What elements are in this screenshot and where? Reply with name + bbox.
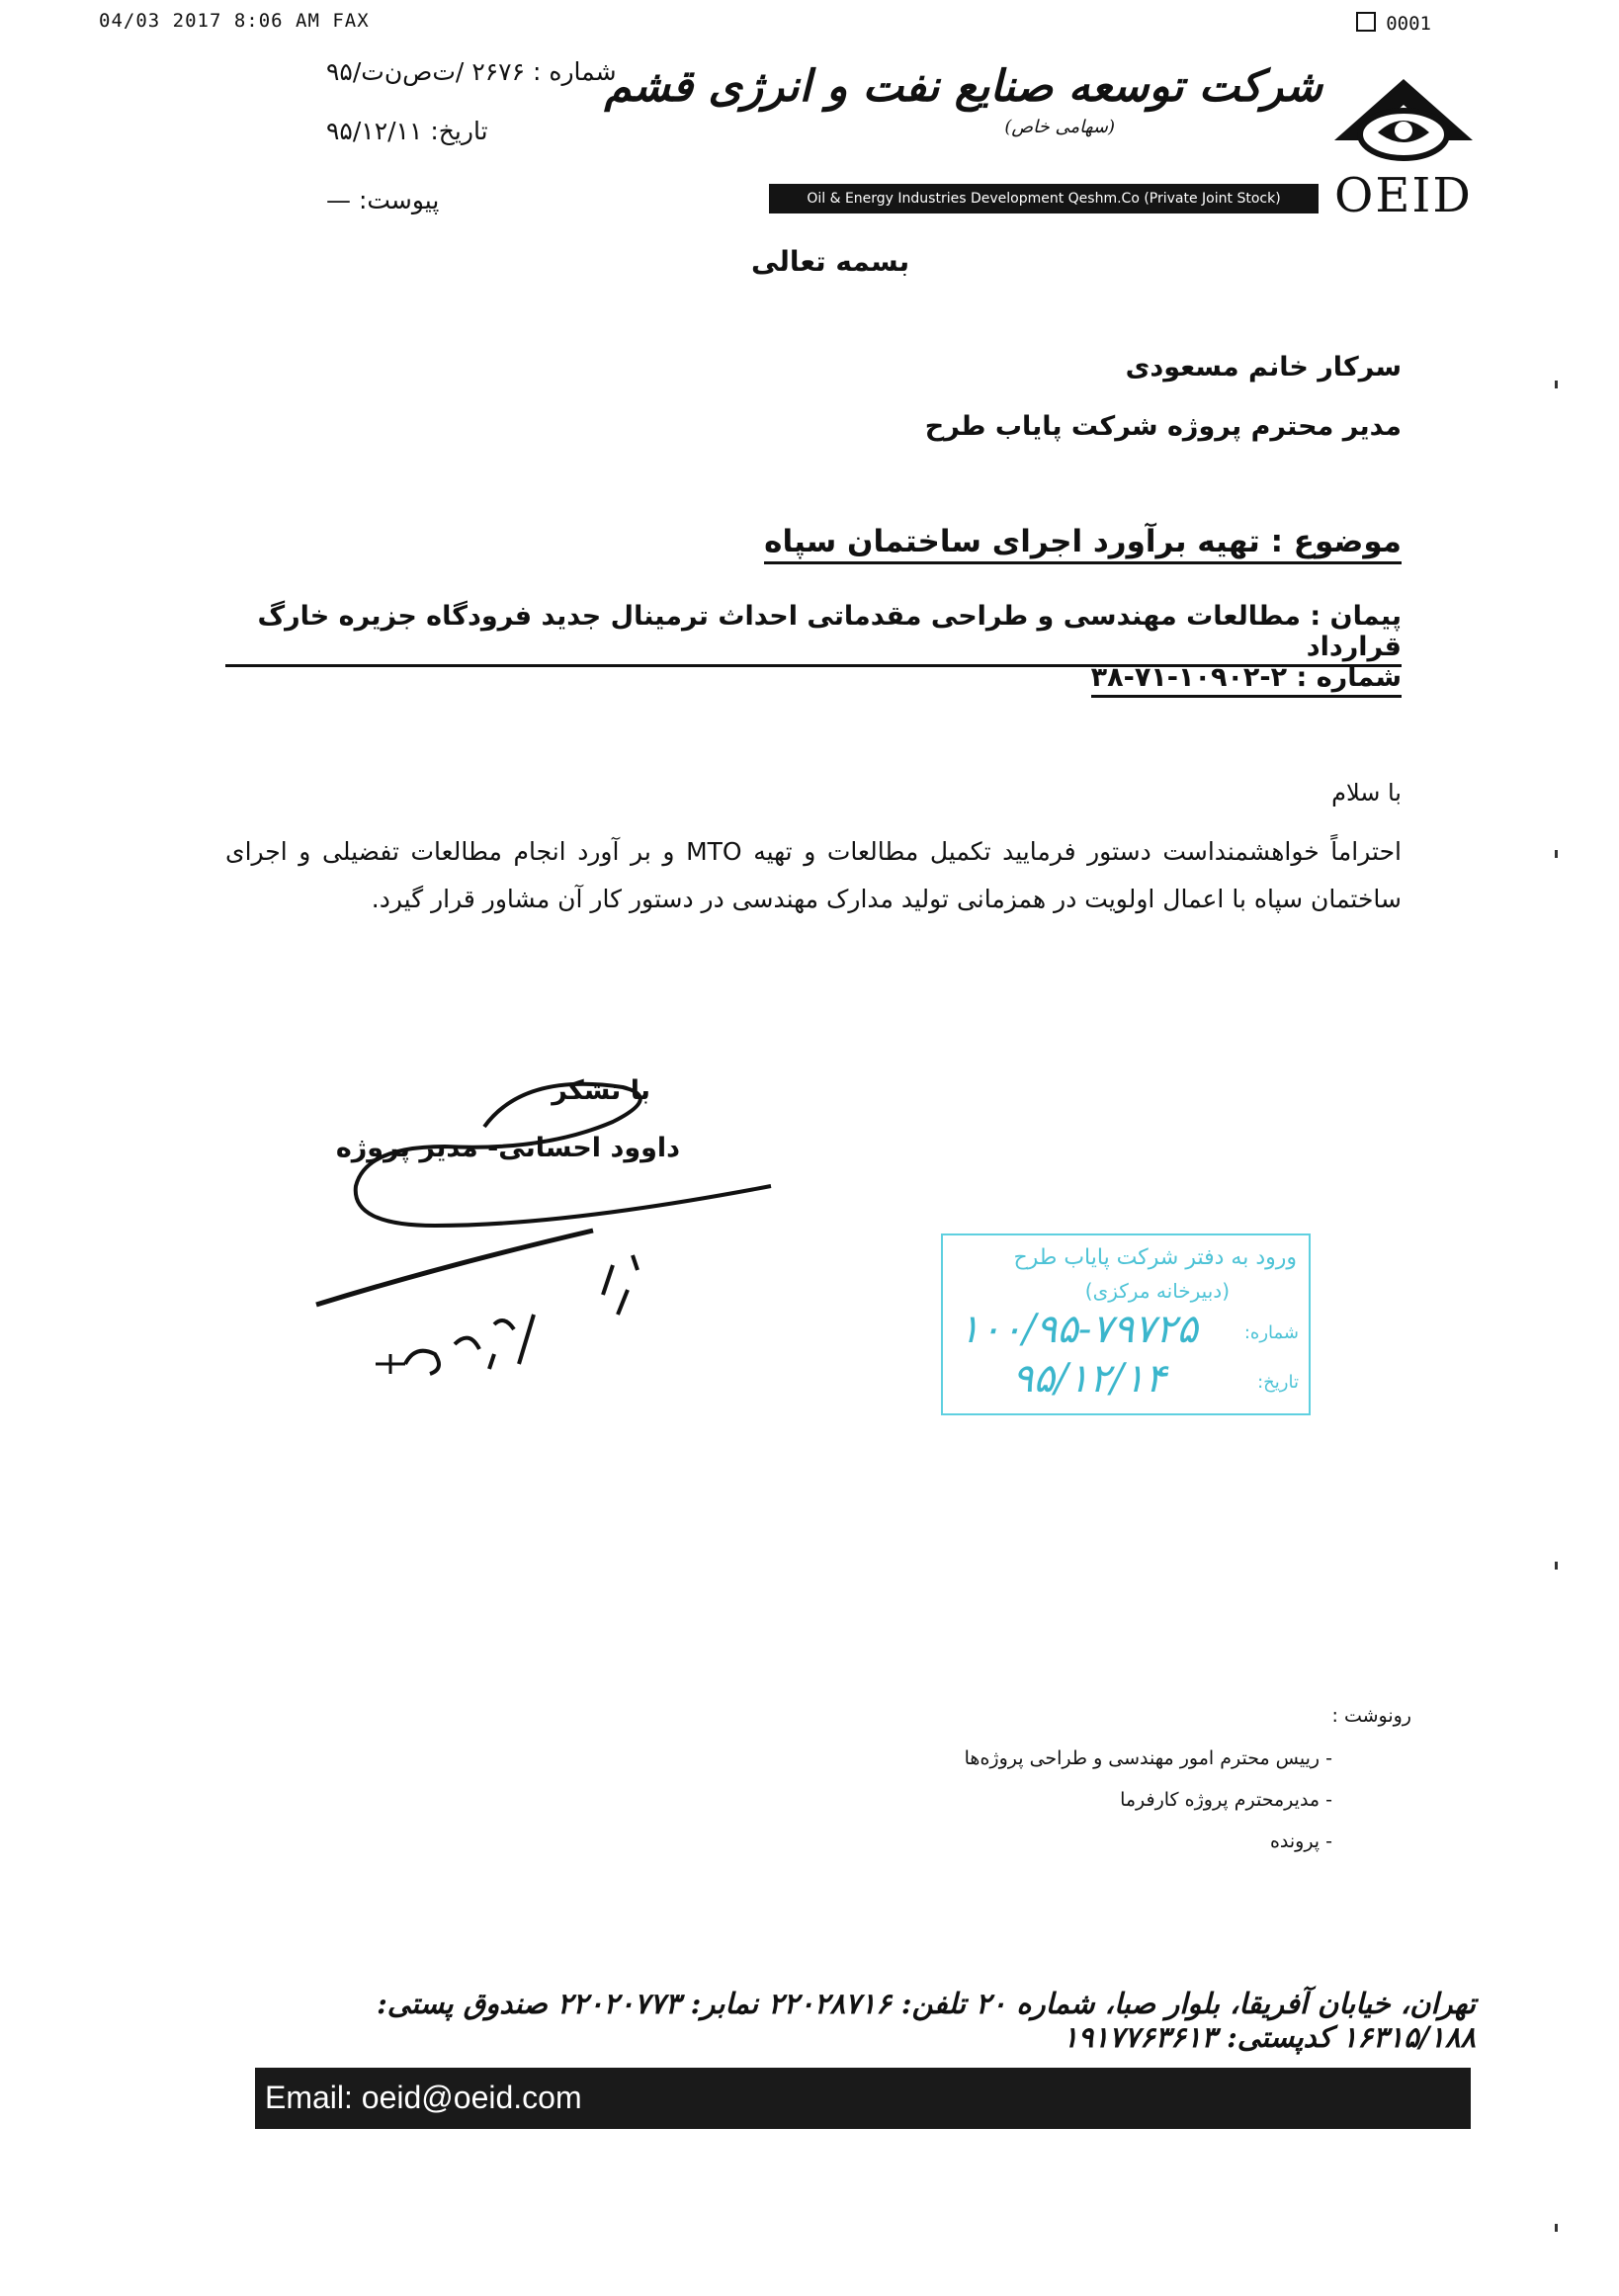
letter-attachment: پیوست: — — [326, 186, 440, 214]
footer-address: تهران، خیابان آفریقا، بلوار صبا، شماره ۲۰ تلفن: ۲۲۰۲۸۷۱۶ نمابر: ۲۲۰۲۰۷۷۳ صندوق پستی: ۱۶۳۱۵/۱۸۸ کدپستی: ۱۹۱۷۷۶۳۶۱۳ — [377, 1987, 1476, 2054]
signer-name: داوود احسانی- مدیر پروژه — [335, 1133, 680, 1163]
margin-mark — [1555, 2224, 1558, 2232]
recipient-title: مدیر محترم پروژه شرکت پایاب طرح — [924, 411, 1402, 442]
cc-item: - پرونده — [1269, 1830, 1332, 1852]
received-stamp — [941, 1233, 1311, 1415]
logo-text: OEID — [1334, 168, 1473, 223]
fax-box-icon — [1356, 12, 1376, 32]
closing: با تشکر — [552, 1075, 650, 1106]
margin-mark — [1555, 1562, 1558, 1570]
fax-page-value: 0001 — [1386, 13, 1431, 35]
company-name-en: Oil & Energy Industries Development Qeshm.Co (Private Joint Stock) — [769, 184, 1319, 213]
company-name-fa: شرکت توسعه صنایع نفت و انرژی قشم — [604, 61, 1322, 112]
letter-body: احتراماً خواهشمنداست دستور فرمایید تکمیل مطالعات و تهیه MTO و بر آورد انجام مطالعات تفضیلی و اجرای ساختمان سپاه با اعمال اولویت در همزمانی تولید مدارک مهندسی در دستور کار آن مشاور قرار گیرد. — [225, 837, 1402, 913]
cc-item: - رییس محترم امور مهندسی و طراحی پروژه‌ها — [964, 1747, 1332, 1769]
signature-icon — [297, 1067, 810, 1394]
stamp-date-label: تاریخ: — [1257, 1372, 1299, 1393]
company-type-fa: (سهامی خاص) — [1004, 117, 1115, 137]
fax-header-timestamp: 04/03 2017 8:06 AM FAX — [99, 10, 370, 32]
cc-item: - مدیرمحترم پروژه کارفرما — [1120, 1789, 1332, 1811]
greeting: با سلام — [1331, 779, 1402, 807]
contract-number: شماره : ۲-۱۰۹۰۲-۷۱-۳۸ — [1091, 662, 1402, 698]
stamp-number-label: شماره: — [1243, 1322, 1299, 1343]
salutation-head: بسمه تعالی — [751, 245, 910, 278]
margin-mark — [1555, 850, 1558, 858]
stamp-line1: ورود به دفتر شرکت پایاب طرح — [1013, 1245, 1297, 1270]
margin-mark — [1555, 381, 1558, 388]
stamp-date-value: ۹۵/۱۲/۱۴ — [1012, 1356, 1166, 1402]
letter-number: شماره : ۲۶۷۶ /ت‌ص‌ن‌ت/۹۵ — [326, 57, 617, 86]
fax-page-number — [1356, 12, 1431, 35]
subject-line: موضوع : تهیه برآورد اجرای ساختمان سپاه — [764, 524, 1402, 564]
letter-date: تاریخ: ۹۵/۱۲/۱۱ — [326, 117, 488, 145]
footer-email: Email: oeid@oeid.com — [265, 2080, 582, 2115]
stamp-line2: (دبیرخانه مرکزی) — [1084, 1279, 1230, 1303]
footer-email-bar — [255, 2068, 1471, 2129]
recipient-name: سرکار خانم مسعودی — [1125, 352, 1402, 383]
contract-line: پیمان : مطالعات مهندسی و طراحی مقدماتی احداث ترمینال جدید فرودگاه جزیره خارگ قرارداد — [225, 601, 1402, 667]
cc-title: رونوشت : — [1331, 1705, 1411, 1727]
stamp-number-value: ۱۰۰/۹۵-۷۹۷۲۵ — [959, 1307, 1198, 1352]
